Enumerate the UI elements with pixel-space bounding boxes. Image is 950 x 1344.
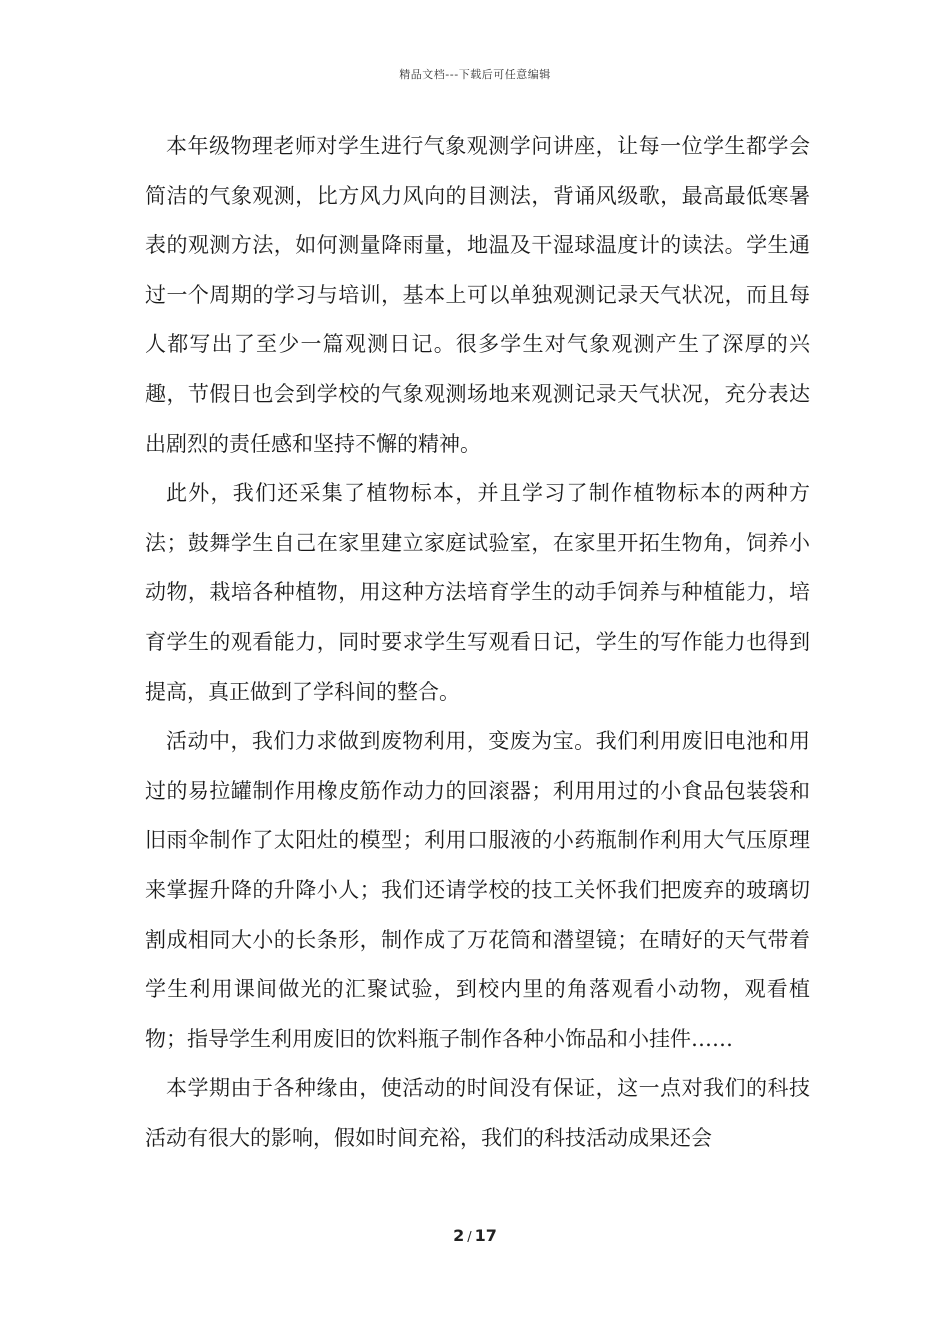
paragraph-weather-observation: 本年级物理老师对学生进行气象观测学问讲座，让每一位学生都学会简洁的气象观测，比方风力风向的目测法，背诵风级歌，最高最低寒暑表的观测方法，如何测量降雨量，地温及干湿球温度计的读法。学生通过一个周期的学习与培训，基本上可以单独观测记录天气状况，而且每人都写出了至少一篇观测日记。很多学生对气象观测产生了深厚的兴趣，节假日也会到学校的气象观测场地来观测记录天气状况，充分表达出剧烈的责任感和坚持不懈的精神。 (145, 134, 810, 456)
document-body (145, 122, 810, 1163)
paragraph-semester-time: 本学期由于各种缘由，使活动的时间没有保证，这一点对我们的科技活动有很大的影响，假如时间充裕，我们的科技活动成果还会 (145, 1076, 810, 1150)
page-number (0, 1226, 950, 1245)
paragraph-waste-recycling: 活动中，我们力求做到废物利用，变废为宝。我们利用废旧电池和用过的易拉罐制作用橡皮筋作动力的回滚器；利用用过的小食品包装袋和旧雨伞制作了太阳灶的模型；利用口服液的小药瓶制作利用大气压原理来掌握升降的升降小人；我们还请学校的技工关怀我们把废弃的玻璃切割成相同大小的长条形，制作成了万花筒和潜望镜；在晴好的天气带着学生利用课间做光的汇聚试验，到校内里的角落观看小动物，观看植物；指导学生利用废旧的饮料瓶子制作各种小饰品和小挂件…… (145, 729, 810, 1051)
page-header: 精品文档---下载后可任意编辑 (399, 68, 551, 81)
current-page: 2 (453, 1226, 465, 1245)
page-separator: / (467, 1230, 472, 1245)
paragraph-plant-specimens: 此外，我们还采集了植物标本，并且学习了制作植物标本的两种方法；鼓舞学生自己在家里建立家庭试验室，在家里开拓生物角，饲养小动物，栽培各种植物，用这种方法培育学生的动手饲养与种植能力，培育学生的观看能力，同时要求学生写观看日记，学生的写作能力也得到提高，真正做到了学科间的整合。 (145, 481, 810, 704)
total-pages: 17 (474, 1226, 497, 1245)
